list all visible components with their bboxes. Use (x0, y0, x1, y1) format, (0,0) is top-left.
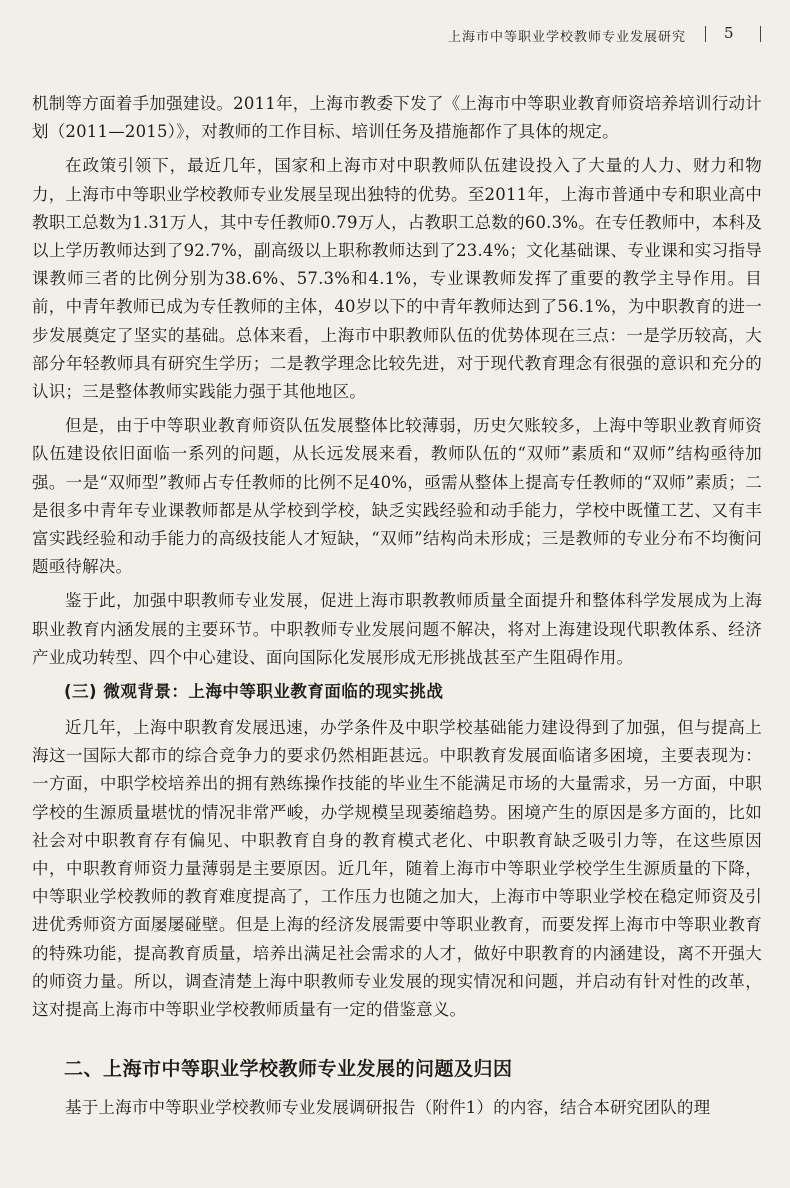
section-heading: 二、上海市中等职业学校教师专业发展的问题及归因 (64, 1058, 513, 1081)
page-body (32, 90, 762, 1129)
running-header (0, 24, 790, 50)
paragraph-5: 近几年，上海中职教育发展迅速，办学条件及中职学校基础能力建设得到了加强，但与提高上海这一国际大都市的综合竞争力的要求仍然相距甚远。中职教育发展面临诸多困境，主要表现为：一方面，中职学校培养出的拥有熟练操作技能的毕业生不能满足市场的大量需求，另一方面，中职学校的生源质量堪忧的情况非常严峻，办学规模呈现萎缩趋势。困境产生的原因是多方面的，比如社会对中职教育存有偏见、中职教育自身的教育模式老化、中职教育缺乏吸引力等，在这些原因中，中职教育师资力量薄弱是主要原因。近几年，随着上海市中等职业学校学生生源质量的下降，中等职业学校教师的教育难度提高了，工作压力也随之加大，上海市中等职业学校在稳定师资及引进优秀师资方面屡屡碰壁。但是上海的经济发展需要中等职业教育，而要发挥上海市中等职业教育的特殊功能，提高教育质量，培养出满足社会需求的人才，做好中职教育的内涵建设，离不开强大的师资力量。所以，调查清楚上海中职教师专业发展的现实情况和问题，并启动有针对性的改革，这对提高上海市中等职业学校教师质量有一定的借鉴意义。 (32, 718, 762, 1020)
paragraph-1: 机制等方面着手加强建设。2011年，上海市教委下发了《上海市中等职业教育师资培养培训行动计划（2011—2015）》，对教师的工作目标、培训任务及措施都作了具体的规定。 (32, 94, 762, 142)
header-divider-right (760, 26, 761, 42)
header-divider-left (705, 26, 706, 42)
subsection-heading: (三) 微观背景：上海中等职业教育面临的现实挑战 (64, 682, 444, 702)
page-number: 5 (724, 24, 734, 42)
paragraph-3: 但是，由于中等职业教育师资队伍发展整体比较薄弱，历史欠账较多，上海中等职业教育师资队伍建设依旧面临一系列的问题，从长远发展来看，教师队伍的“双师”素质和“双师”结构亟待加强。一是“双师型”教师占专任教师的比例不足40%，亟需从整体上提高专任教师的“双师”素质；二是很多中青年专业课教师都是从学校到学校，缺乏实践经验和动手能力，学校中既懂工艺、又有丰富实践经验和动手能力的高级技能人才短缺，“双师”结构尚未形成；三是教师的专业分布不均衡问题亟待解决。 (32, 416, 762, 577)
running-title: 上海市中等职业学校教师专业发展研究 (447, 30, 686, 45)
paragraph-2: 在政策引领下，最近几年，国家和上海市对中职教师队伍建设投入了大量的人力、财力和物力，上海市中等职业学校教师专业发展呈现出独特的优势。至2011年，上海市普通中专和职业高中教职工总数为1.31万人，其中专任教师0.79万人，占教职工总数的60.3%。在专任教师中，本科及以上学历教师达到了92.7%，副高级以上职称教师达到了23.4%；文化基础课、专业课和实习指导课教师三者的比例分别为38.6%、57.3%和4.1%，专业课教师发挥了重要的教学主导作用。目前，中青年教师已成为专任教师的主体，40岁以下的中青年教师达到了56.1%，为中职教育的进一步发展奠定了坚实的基础。总体来看，上海市中职教师队伍的优势体现在三点：一是学历较高，大部分年轻教师具有研究生学历；二是教学理念比较先进，对于现代教育理念有很强的意识和充分的认识；三是整体教师实践能力强于其他地区。 (32, 156, 762, 402)
paragraph-6: 基于上海市中等职业学校教师专业发展调研报告（附件1）的内容，结合本研究团队的理 (65, 1098, 711, 1118)
paragraph-4: 鉴于此，加强中职教师专业发展，促进上海市职教教师质量全面提升和整体科学发展成为上海职业教育内涵发展的主要环节。中职教师专业发展问题不解决，将对上海建设现代职教体系、经济产业成功转型、四个中心建设、面向国际化发展形成无形挑战甚至产生阻碍作用。 (32, 591, 762, 667)
